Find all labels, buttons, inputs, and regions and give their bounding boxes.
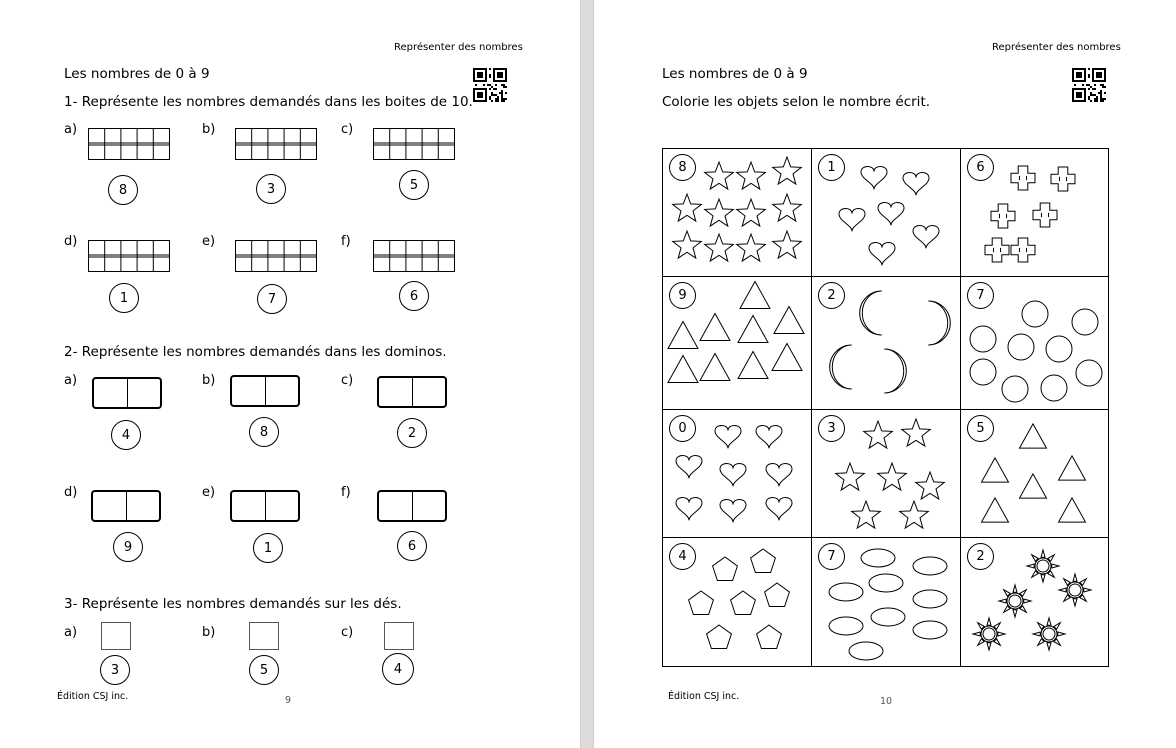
number-circle: 8 — [108, 175, 138, 205]
publisher-footer: Édition CSJ inc. — [668, 691, 740, 702]
number-circle: 4 — [669, 543, 696, 570]
grid-cell[interactable] — [663, 538, 812, 666]
item-letter: a) — [64, 625, 78, 640]
ten-frame[interactable] — [235, 128, 317, 160]
page-title: Les nombres de 0 à 9 — [64, 66, 210, 82]
number-circle: 8 — [669, 154, 696, 181]
section2-heading: 2- Représente les nombres demandés dans les dominos. — [64, 344, 447, 360]
number-circle: 8 — [249, 417, 279, 447]
number-circle: 4 — [111, 420, 141, 450]
item-letter: a) — [64, 373, 78, 388]
die-square[interactable] — [101, 622, 131, 650]
page-number: 10 — [880, 696, 893, 707]
page-number: 9 — [285, 695, 292, 706]
ten-frame[interactable] — [88, 128, 170, 160]
instruction-text: Colorie les objets selon le nombre écrit. — [662, 94, 931, 110]
ten-frame[interactable] — [373, 128, 455, 160]
number-circle: 7 — [967, 282, 994, 309]
domino[interactable] — [377, 376, 447, 408]
grid-cell[interactable] — [812, 277, 961, 410]
number-circle: 6 — [397, 531, 427, 561]
item-letter: e) — [202, 234, 216, 249]
number-circle: 1 — [253, 533, 283, 563]
number-circle: 6 — [399, 281, 429, 311]
ten-frame[interactable] — [373, 240, 455, 272]
worksheet-page-10 — [594, 0, 1176, 748]
publisher-footer: Édition CSJ inc. — [57, 691, 129, 702]
number-circle: 0 — [669, 415, 696, 442]
domino[interactable] — [92, 377, 162, 409]
number-circle: 7 — [257, 284, 287, 314]
number-circle: 5 — [249, 655, 279, 685]
ten-frame[interactable] — [88, 240, 170, 272]
number-circle: 3 — [256, 174, 286, 204]
grid-cell[interactable] — [663, 277, 812, 410]
item-letter: c) — [341, 122, 354, 137]
item-letter: d) — [64, 485, 78, 500]
grid-cell[interactable] — [961, 410, 1108, 538]
grid-cell[interactable] — [961, 538, 1108, 666]
grid-cell[interactable] — [663, 149, 812, 277]
section3-heading: 3- Représente les nombres demandés sur les dés. — [64, 596, 402, 612]
grid-cell[interactable] — [812, 149, 961, 277]
number-circle: 7 — [818, 543, 845, 570]
page-header: Représenter des nombres — [394, 42, 523, 53]
number-circle: 2 — [397, 418, 427, 448]
item-letter: b) — [202, 373, 216, 388]
item-letter: f) — [341, 234, 351, 249]
grid-cell[interactable] — [812, 538, 961, 666]
grid-cell[interactable] — [961, 149, 1108, 277]
number-circle: 3 — [100, 655, 130, 685]
item-letter: c) — [341, 625, 354, 640]
page-header: Représenter des nombres — [992, 42, 1121, 53]
page-gutter — [580, 0, 594, 748]
domino[interactable] — [91, 490, 161, 522]
grid-cell[interactable] — [812, 410, 961, 538]
number-circle: 5 — [967, 415, 994, 442]
worksheet-page-9 — [0, 0, 580, 748]
die-square[interactable] — [384, 622, 414, 650]
page-title: Les nombres de 0 à 9 — [662, 66, 808, 82]
die-square[interactable] — [249, 622, 279, 650]
coloring-grid — [662, 148, 1109, 667]
number-circle: 1 — [818, 154, 845, 181]
item-letter: b) — [202, 122, 216, 137]
section1-heading: 1- Représente les nombres demandés dans les boites de 10. — [64, 94, 473, 110]
number-circle: 5 — [399, 170, 429, 200]
qr-code-icon[interactable] — [473, 68, 507, 102]
item-letter: c) — [341, 373, 354, 388]
number-circle: 4 — [382, 653, 414, 685]
item-letter: e) — [202, 485, 216, 500]
number-circle: 6 — [967, 154, 994, 181]
item-letter: d) — [64, 234, 78, 249]
item-letter: a) — [64, 122, 78, 137]
ten-frame[interactable] — [235, 240, 317, 272]
grid-cell[interactable] — [961, 277, 1108, 410]
number-circle: 3 — [818, 415, 845, 442]
number-circle: 9 — [113, 532, 143, 562]
qr-code-icon[interactable] — [1072, 68, 1106, 102]
number-circle: 2 — [818, 282, 845, 309]
item-letter: f) — [341, 485, 351, 500]
number-circle: 9 — [669, 282, 696, 309]
domino[interactable] — [230, 490, 300, 522]
domino[interactable] — [377, 490, 447, 522]
number-circle: 1 — [109, 283, 139, 313]
grid-cell[interactable] — [663, 410, 812, 538]
number-circle: 2 — [967, 543, 994, 570]
item-letter: b) — [202, 625, 216, 640]
domino[interactable] — [230, 375, 300, 407]
